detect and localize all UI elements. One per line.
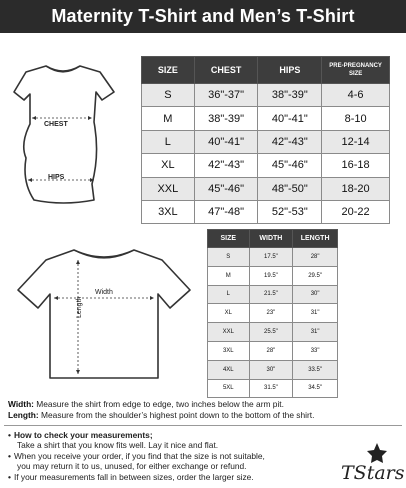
table-cell: 28" — [293, 248, 338, 267]
table-cell: 23" — [249, 304, 293, 323]
table-cell: XXL — [142, 177, 195, 200]
table-row — [208, 248, 338, 267]
table-cell: 45"-46" — [194, 177, 258, 200]
table-cell: 3XL — [142, 200, 195, 223]
table-cell: 38"-39" — [258, 84, 322, 107]
table-cell: 33.5" — [293, 360, 338, 379]
column-header: PRE-PREGNANCY SIZE — [322, 57, 390, 84]
table-cell: 30" — [293, 285, 338, 304]
column-header: HIPS — [258, 57, 322, 84]
column-header: SIZE — [208, 230, 250, 248]
table-cell: 31" — [293, 304, 338, 323]
table-cell: 12-14 — [322, 130, 390, 153]
table-cell: 38"-39" — [194, 107, 258, 130]
table-cell: 48"-50" — [258, 177, 322, 200]
table-cell: 3XL — [208, 341, 250, 360]
table-cell: 47"-48" — [194, 200, 258, 223]
table-cell: 34.5" — [293, 379, 338, 398]
table-cell: 17.5" — [249, 248, 293, 267]
maternity-size-table — [141, 56, 390, 224]
how-heading: How to check your measurements; — [13, 430, 153, 440]
table-cell: 16-18 — [322, 154, 390, 177]
table-cell: 29.5" — [293, 266, 338, 285]
table-row — [208, 285, 338, 304]
table-row — [208, 266, 338, 285]
table-cell: L — [142, 130, 195, 153]
width-label: Width — [95, 289, 113, 296]
table-cell: 4-6 — [322, 84, 390, 107]
maternity-shirt-illustration — [8, 62, 126, 212]
mens-shirt-illustration — [12, 246, 196, 382]
table-cell: 25.5" — [249, 323, 293, 342]
table-cell: S — [208, 248, 250, 267]
column-header: SIZE — [142, 57, 195, 84]
column-header: LENGTH — [293, 230, 338, 248]
how-to-measure: • How to check your measurements; Take a shirt that you know fits well. Lay it nice and flat. • When you receive your order, if you find that the size is not suitable, you may return it to us, unused, for either exchange or refund. • If your measurements fall in between sizes, order the larger size. — [8, 430, 338, 482]
table-row — [142, 200, 390, 223]
table-cell: XL — [208, 304, 250, 323]
length-note-label: Length: — [8, 409, 39, 420]
column-header: CHEST — [194, 57, 258, 84]
table-row — [208, 341, 338, 360]
table-cell: 21.5" — [249, 285, 293, 304]
table-cell: M — [142, 107, 195, 130]
how-line: you may return it to us, unused, for either exchange or refund. — [17, 461, 247, 472]
table-cell: 20-22 — [322, 200, 390, 223]
table-cell: 42"-43" — [258, 130, 322, 153]
table-cell: 30" — [249, 360, 293, 379]
table-cell: 28" — [249, 341, 293, 360]
table-row — [208, 379, 338, 398]
measurement-notes — [8, 399, 400, 420]
table-cell: 36"-37" — [194, 84, 258, 107]
table-row — [208, 323, 338, 342]
table-cell: 52"-53" — [258, 200, 322, 223]
table-cell: 31" — [293, 323, 338, 342]
table-cell: 4XL — [208, 360, 250, 379]
table-cell: 5XL — [208, 379, 250, 398]
table-cell: 42"-43" — [194, 154, 258, 177]
table-cell: XXL — [208, 323, 250, 342]
table-cell: XL — [142, 154, 195, 177]
column-header: WIDTH — [249, 230, 293, 248]
tstars-logo — [337, 441, 405, 485]
table-row — [142, 154, 390, 177]
table-row — [142, 84, 390, 107]
table-cell: 40"-41" — [258, 107, 322, 130]
width-note-text: Measure the shirt from edge to edge, two inches below the arm pit. — [36, 399, 284, 409]
table-cell: 8-10 — [322, 107, 390, 130]
table-cell: 40"-41" — [194, 130, 258, 153]
hips-label: HIPS — [48, 174, 65, 181]
table-row — [208, 360, 338, 379]
how-line: Take a shirt that you know fits well. Lay it nice and flat. — [17, 440, 219, 451]
length-label: Length — [76, 296, 83, 318]
table-cell: 33" — [293, 341, 338, 360]
table-row — [142, 130, 390, 153]
svg-text:TStars: TStars — [341, 462, 405, 484]
how-line: If your measurements fall in between sizes, order the larger size. — [13, 471, 254, 482]
table-cell: 45"-46" — [258, 154, 322, 177]
table-cell: S — [142, 84, 195, 107]
table-cell: 18-20 — [322, 177, 390, 200]
table-cell: 31.5" — [249, 379, 293, 398]
table-cell: L — [208, 285, 250, 304]
page-title: Maternity T-Shirt and Men’s T-Shirt — [0, 0, 406, 33]
table-cell: 19.5" — [249, 266, 293, 285]
table-row — [208, 304, 338, 323]
how-line: When you receive your order, if you find that the size is not suitable, — [13, 450, 265, 461]
table-row — [142, 177, 390, 200]
chest-label: CHEST — [44, 121, 68, 128]
table-row — [142, 107, 390, 130]
length-note-text: Measure from the shoulder’s highest point down to the bottom of the shirt. — [41, 409, 315, 420]
width-note-label: Width: — [8, 399, 34, 409]
divider — [4, 425, 402, 426]
mens-size-table — [207, 229, 338, 398]
table-cell: M — [208, 266, 250, 285]
